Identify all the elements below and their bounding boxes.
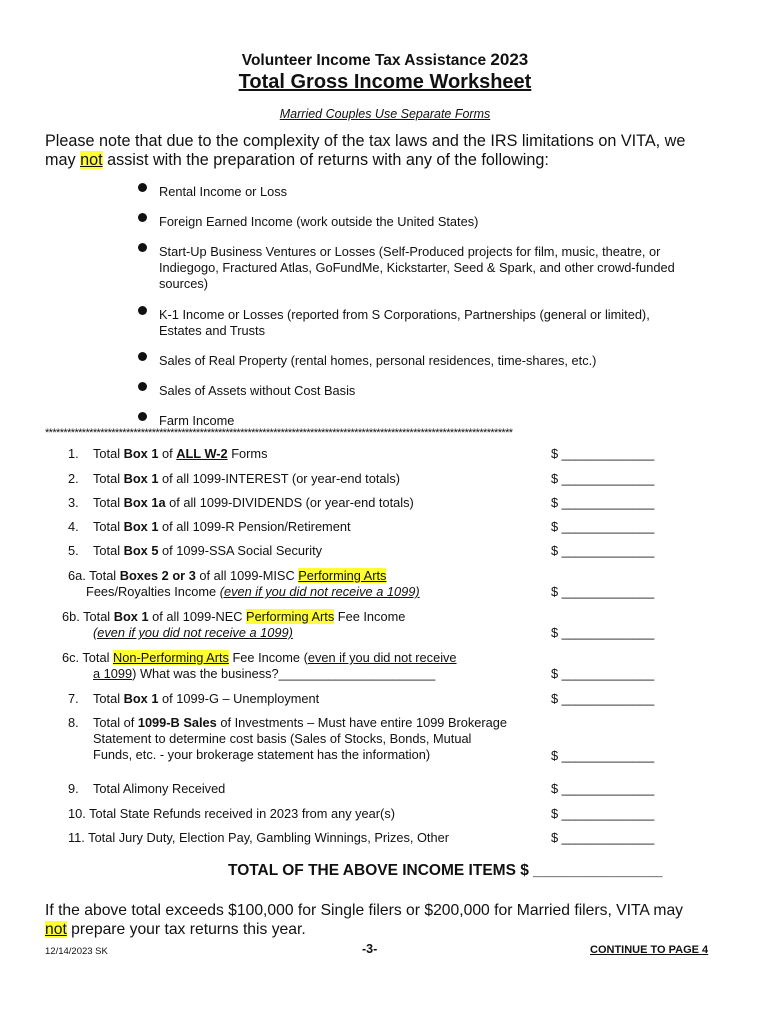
item-number: 3. — [68, 495, 79, 510]
not-highlight: not — [45, 921, 67, 938]
amount-field-7[interactable]: $ _____________ — [551, 691, 655, 706]
amount-field-3[interactable]: $ _____________ — [551, 495, 655, 510]
item-number: 7. — [68, 691, 79, 706]
item-unemployment: Total Box 1 of 1099-G – Unemployment — [93, 691, 320, 706]
list-item-cont: Indiegogo, Fractured Atlas, GoFundMe, Kickstarter, Seed & Spark, and other crowd-funded — [159, 260, 675, 275]
list-item: Rental Income or Loss — [159, 184, 288, 199]
item-6c-cont: a 1099) What was the business?______________________ — [93, 666, 436, 681]
item-pension: Total Box 1 of all 1099-R Pension/Retirement — [93, 519, 351, 534]
item-1099b: Total of 1099-B Sales of Investments – Must have entire 1099 Brokerage — [93, 715, 508, 730]
program-name: Volunteer Income Tax Assistance — [241, 52, 487, 69]
revision-date: 12/14/2023 SK — [45, 946, 108, 957]
married-note: Married Couples Use Separate Forms — [279, 107, 491, 121]
item-6a-cont: Fees/Royalties Income (even if you did not receive a 1099) — [86, 584, 420, 599]
page-number: -3- — [362, 942, 378, 956]
list-item: Sales of Real Property (rental homes, personal residences, time-shares, etc.) — [159, 353, 597, 368]
worksheet-header — [0, 50, 770, 70]
amount-field-10[interactable]: $ _____________ — [551, 806, 655, 821]
amount-field-6a[interactable]: $ _____________ — [551, 584, 655, 599]
bullet-icon — [138, 243, 147, 252]
item-state-refunds: 10. Total State Refunds received in 2023 from any year(s) — [68, 806, 395, 821]
amount-field-6c[interactable]: $ _____________ — [551, 666, 655, 681]
item-1099b-cont: Funds, etc. - your brokerage statement has the information) — [93, 747, 431, 762]
continue-link[interactable]: CONTINUE TO PAGE 4 — [590, 944, 709, 956]
separator-line: ******************************************************************************************************************************* — [45, 427, 513, 439]
amount-field-5[interactable]: $ _____________ — [551, 543, 655, 558]
page-title: Total Gross Income Worksheet — [238, 71, 532, 93]
amount-field-11[interactable]: $ _____________ — [551, 830, 655, 845]
list-item: K-1 Income or Losses (reported from S Corporations, Partnerships (general or limited), — [159, 307, 650, 322]
list-item-cont: Estates and Trusts — [159, 323, 265, 338]
not-highlight: not — [80, 151, 103, 169]
list-item: Start-Up Business Ventures or Losses (Self-Produced projects for film, music, theatre, or — [159, 244, 661, 259]
total-income-line[interactable]: TOTAL OF THE ABOVE INCOME ITEMS $ _______________ — [228, 862, 663, 879]
list-item: Farm Income — [159, 413, 235, 428]
item-1099b-cont: Statement to determine cost basis (Sales of Stocks, Bonds, Mutual — [93, 731, 472, 746]
item-number: 1. — [68, 446, 79, 461]
item-interest: Total Box 1 of all 1099-INTEREST (or year-end totals) — [93, 471, 401, 486]
amount-field-8[interactable]: $ _____________ — [551, 748, 655, 763]
item-6b-cont: (even if you did not receive a 1099) — [93, 625, 293, 640]
item-social-security: Total Box 5 of 1099-SSA Social Security — [93, 543, 323, 558]
bullet-icon — [138, 352, 147, 361]
tax-year: 2023 — [490, 50, 529, 69]
list-item: Sales of Assets without Cost Basis — [159, 383, 356, 398]
list-item: Foreign Earned Income (work outside the United States) — [159, 214, 479, 229]
amount-field-2[interactable]: $ _____________ — [551, 471, 655, 486]
footer-note-line-1: If the above total exceeds $100,000 for Single filers or $200,000 for Married filers, VITA may — [45, 902, 684, 919]
item-alimony: Total Alimony Received — [93, 781, 226, 796]
bullet-icon — [138, 183, 147, 192]
item-6c: 6c. Total Non-Performing Arts Fee Income (even if you did not receive — [62, 650, 457, 665]
amount-field-6b[interactable]: $ _____________ — [551, 625, 655, 640]
footer-note-line-2: not prepare your tax returns this year. — [45, 921, 306, 938]
item-w2: Total Box 1 of ALL W-2 Forms — [93, 446, 268, 461]
item-number: 2. — [68, 471, 79, 486]
item-other-income: 11. Total Jury Duty, Election Pay, Gambling Winnings, Prizes, Other — [68, 830, 449, 845]
item-6b: 6b. Total Box 1 of all 1099-NEC Performing Arts Fee Income — [62, 609, 406, 624]
intro-line-1: Please note that due to the complexity of the tax laws and the IRS limitations on VITA, we — [45, 132, 686, 150]
amount-field-1[interactable]: $ _____________ — [551, 446, 655, 461]
item-number: 9. — [68, 781, 79, 796]
item-6a: 6a. Total Boxes 2 or 3 of all 1099-MISC Performing Arts — [68, 568, 387, 583]
amount-field-9[interactable]: $ _____________ — [551, 781, 655, 796]
bullet-icon — [138, 412, 147, 421]
amount-field-4[interactable]: $ _____________ — [551, 519, 655, 534]
bullet-icon — [138, 213, 147, 222]
item-dividends: Total Box 1a of all 1099-DIVIDENDS (or year-end totals) — [93, 495, 414, 510]
item-number: 8. — [68, 715, 79, 730]
bullet-icon — [138, 382, 147, 391]
list-item-cont: sources) — [159, 276, 209, 291]
bullet-icon — [138, 306, 147, 315]
item-number: 4. — [68, 519, 79, 534]
intro-line-2: may not assist with the preparation of returns with any of the following: — [45, 151, 549, 169]
item-number: 5. — [68, 543, 79, 558]
